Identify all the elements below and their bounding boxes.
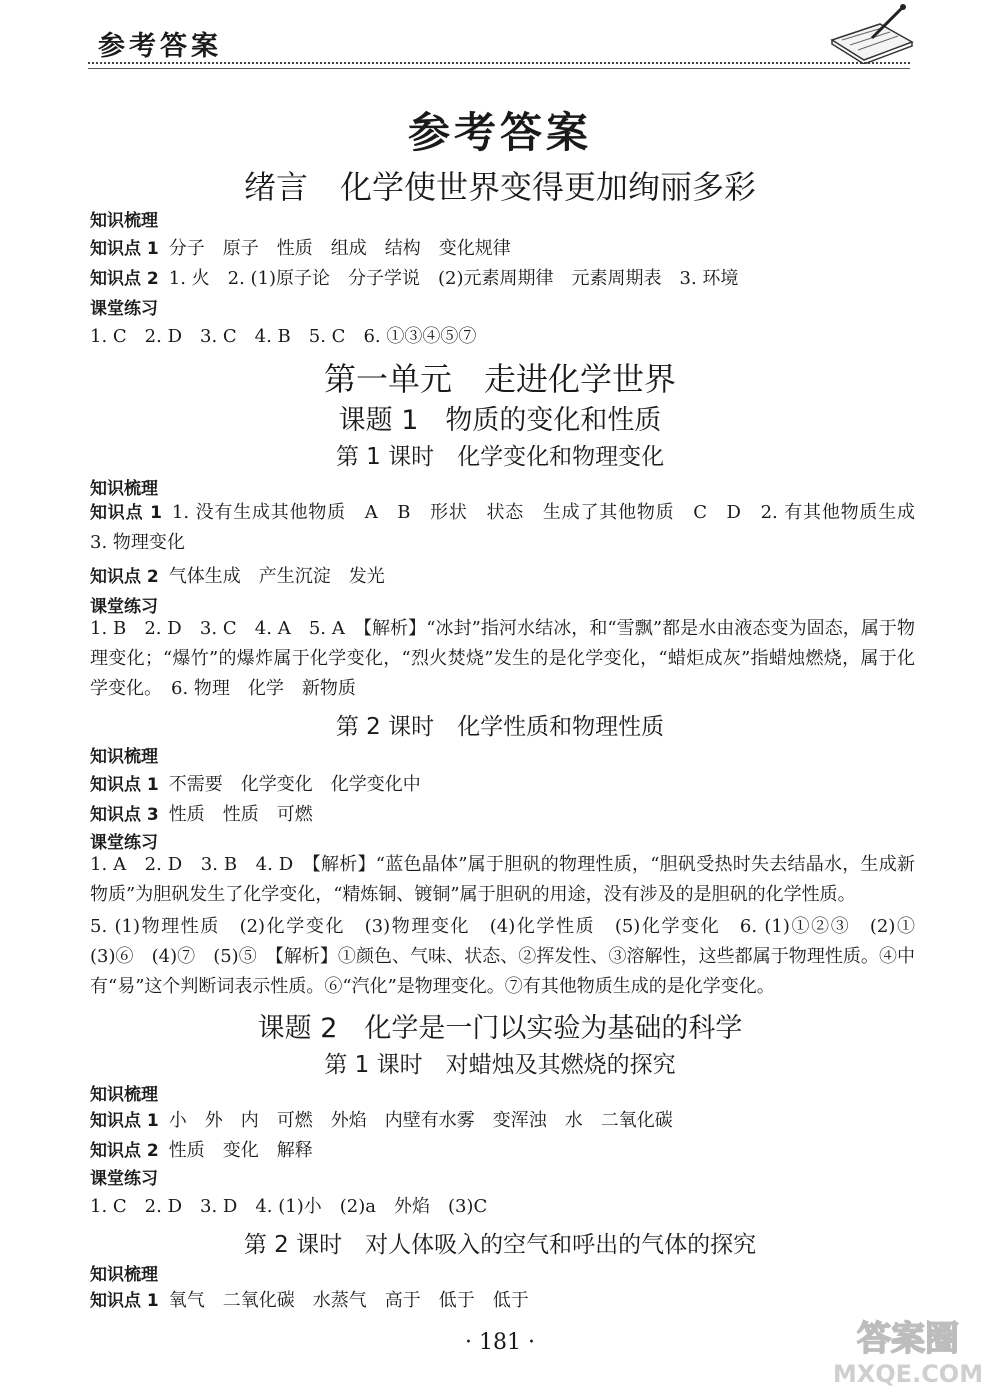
point-label: 知识点 2 [90,567,159,587]
watermark-logo [820,1312,995,1390]
t2l2-point-1 [90,1286,915,1312]
t1l2-section-review: 知识梳理 [90,747,158,767]
unit1-heading: 第一单元 走进化学世界 [323,360,676,398]
t1l2-practice-answers-2: 5. (1)物理性质 (2)化学变化 (3)物理变化 (4)化学性质 (5)化学变化 6. (1)①②③ (2)① (3)⑥ (4)⑦ (5)⑤ 【解析】①颜色、气味、状态、②挥发性、③溶解性，这些都属于物理性质。④中有“易”这个判断词表示性质。⑥“汽化”是物理变化。⑦有其他物质生成的是化学变化。 [90,916,933,997]
intro-point-2 [90,264,915,290]
point-text: 小 外 内 可燃 外焰 内壁有水雾 变浑浊 水 二氧化碳 [168,1110,673,1131]
watermark-text: 答案圈 [857,1319,959,1359]
header-rule [88,68,910,69]
topic1-heading: 课题 1 物质的变化和性质 [338,405,662,436]
t2l1-point-2 [90,1136,915,1162]
topic1-lesson1-heading: 第 1 课时 化学变化和物理变化 [335,444,665,470]
point-text: 分子 原子 性质 组成 结构 变化规律 [168,238,511,259]
topic1-lesson2-heading: 第 2 课时 化学性质和物理性质 [335,714,665,740]
point-text: 性质 性质 可燃 [168,804,313,825]
main-title: 参考答案 [407,108,592,157]
t2l2-section-review: 知识梳理 [90,1265,158,1285]
point-text: 1. 没有生成其他物质 A B 形状 状态 生成了其他物质 C D 2. 有其他物质生成 3. 物理变化 [90,502,934,553]
t2l1-point-1 [90,1106,915,1132]
t1l1-section-practice: 课堂练习 [90,597,158,617]
point-text: 气体生成 产生沉淀 发光 [168,566,385,587]
header-dotted-rule [88,62,910,64]
page-number: · 181 · [465,1330,535,1355]
topic2-lesson1-heading: 第 1 课时 对蜡烛及其燃烧的探究 [324,1052,676,1078]
t2l1-section-review: 知识梳理 [90,1085,158,1105]
t1l1-practice-answers: 1. B 2. D 3. C 4. A 5. A 【解析】“冰封”指河水结冰，和“雪飘”都是水由液态变为固态，属于物理变化；“爆竹”的爆炸属于化学变化，“烈火焚烧”发生的是化学变化，“蜡炬成灰”指蜡烛燃烧，属于化学变化。 6. 物理 化学 新物质 [90,618,915,699]
point-text: 氧气 二氧化碳 水蒸气 高于 低于 低于 [168,1290,529,1311]
intro-practice-answers: 1. C 2. D 3. C 4. B 5. C 6. ①③④⑤⑦ [90,326,477,347]
t1l1-section-review: 知识梳理 [90,479,158,499]
point-text: 1. 火 2. (1)原子论 分子学说 (2)元素周期律 元素周期表 3. 环境 [168,268,739,289]
point-label: 知识点 1 [90,503,162,523]
t1l1-point-2 [90,562,915,588]
t2l1-practice-answers: 1. C 2. D 3. D 4. (1)小 (2)a 外焰 (3)C [90,1196,488,1217]
running-header-title: 参考答案 [98,31,222,62]
intro-section-review: 知识梳理 [90,211,158,231]
point-label: 知识点 1 [90,775,159,795]
point-label: 知识点 1 [90,1291,159,1311]
intro-section-practice: 课堂练习 [90,299,158,319]
point-text: 性质 变化 解释 [168,1140,313,1161]
t2l1-section-practice: 课堂练习 [90,1169,158,1189]
topic2-lesson2-heading: 第 2 课时 对人体吸入的空气和呼出的气体的探究 [243,1232,757,1258]
t1l2-section-practice: 课堂练习 [90,833,158,853]
point-label: 知识点 3 [90,805,159,825]
topic2-heading: 课题 2 化学是一门以实验为基础的科学 [257,1013,743,1044]
intro-point-1 [90,234,915,260]
point-label: 知识点 1 [90,239,159,259]
point-label: 知识点 2 [90,1141,159,1161]
watermark-url: MXQE.COM [832,1360,984,1388]
t1l2-practice-answers-1: 1. A 2. D 3. B 4. D 【解析】“蓝色晶体”属于胆矾的物理性质，“胆矾受热时失去结晶水，生成新物质”为胆矾发生了化学变化，“精炼铜、镀铜”属于胆矾的用途，没有涉及的是胆矾的化学性质。 [90,854,915,905]
t1l2-point-3 [90,800,915,826]
point-label: 知识点 1 [90,1111,159,1131]
point-text: 不需要 化学变化 化学变化中 [168,774,421,795]
notebook-pen-icon [826,2,916,64]
t1l2-point-1 [90,770,915,796]
point-label: 知识点 2 [90,269,159,289]
t1l1-point-1 [90,498,934,558]
intro-heading: 绪言 化学使世界变得更加绚丽多彩 [243,168,756,206]
